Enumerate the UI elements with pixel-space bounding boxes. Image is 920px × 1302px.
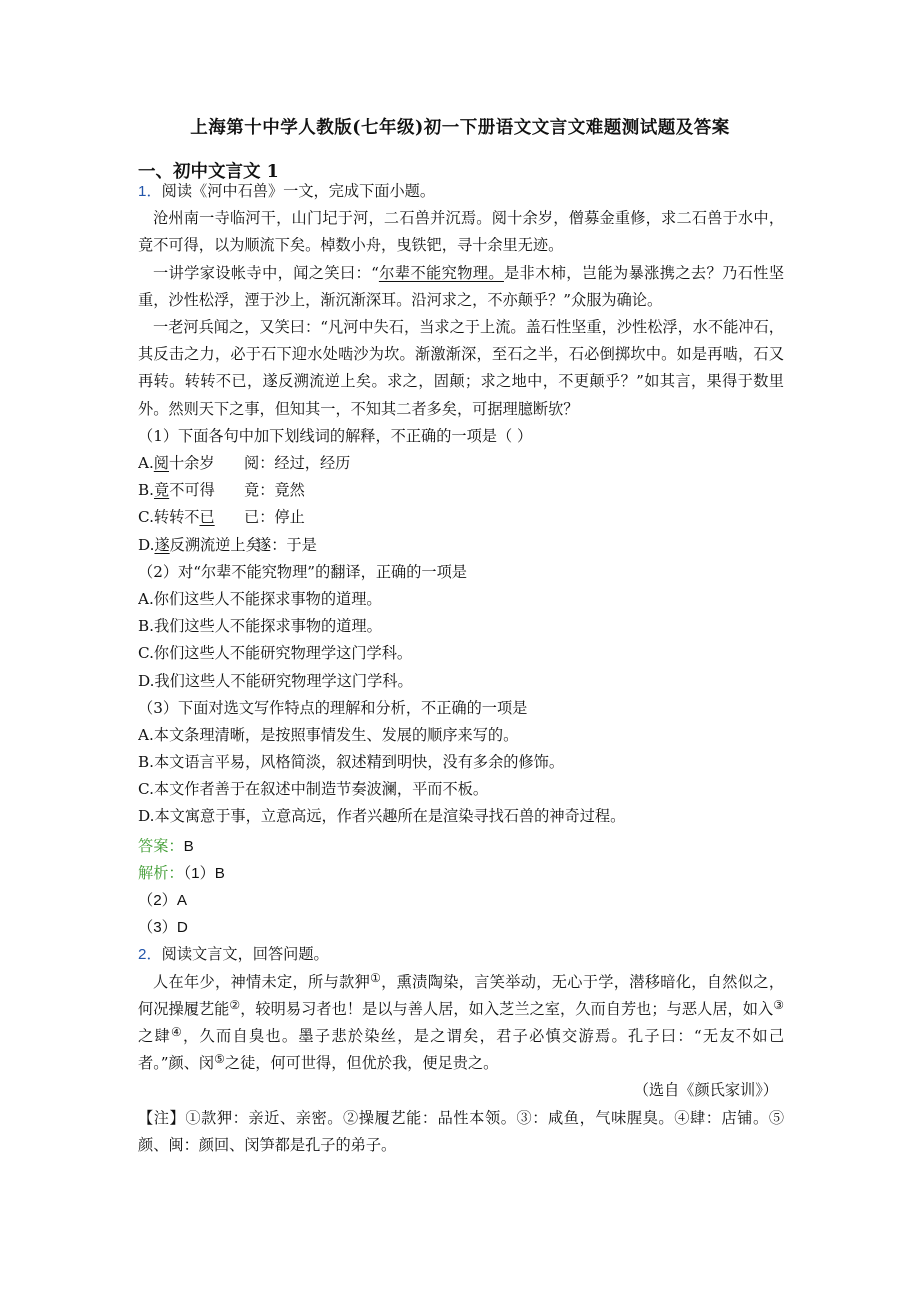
question-2-prompt (138, 941, 784, 968)
footnote-marker: ③ (773, 997, 785, 1012)
sub-question-stem: （2）对“尔辈不能究物理”的翻译，正确的一项是 (138, 562, 467, 581)
note-label: 【注】 (138, 1108, 186, 1127)
question-number: 2． (138, 946, 162, 964)
answer-label: 答案： (138, 836, 184, 855)
option-b: B.我们这些人不能探求事物的道理。 (138, 617, 382, 636)
document-title: 上海第十中学人教版(七年级)初一下册语文文言文难题测试题及答案 (190, 118, 730, 138)
prompt-text: 阅读文言文，回答问题。 (161, 945, 329, 964)
option-a: A.你们这些人不能探求事物的道理。 (138, 589, 382, 608)
option-c: C.转转不已 已：停止 (138, 508, 305, 527)
source-citation: （选自《颜氏家训》） (633, 1081, 778, 1100)
footnote-marker: ⑤ (214, 1052, 225, 1067)
question-number: 1． (138, 183, 162, 200)
notes (138, 1105, 784, 1159)
analysis-line: 解析：（1）B (138, 863, 225, 882)
note-text: ①款狎：亲近、亲密。②操履艺能：品性本领。③：咸鱼，气味腥臭。④肆：店铺。⑤颜、闽：颜回、闵笋都是孔子的弟子。 (138, 1108, 785, 1154)
passage-paragraph: 人在年少，神情未定，所与款狎①，熏渍陶染，言笑举动，无心于学，潜移暗化，自然似之，何况操履艺能②，较明易习者也！是以与善人居，如入芝兰之室，久而自芳也；与恶人居，如入③之肆④，久而自臭也。墨子悲於染丝，是之谓矣，君子必慎交游焉。孔子曰：“无友不如己者。”颜、闵⑤之徒，何可世得，但优於我，便足贵之。 (138, 970, 785, 1073)
content-body (138, 178, 784, 1159)
option-b: B.竟不可得 竟：竟然 (138, 481, 305, 500)
sub-question-stem: （3）下面对选文写作特点的理解和分析，不正确的一项是 (138, 698, 528, 717)
option-b: B.本文语言平易，风格简淡，叙述精到明快，没有多余的修饰。 (138, 753, 565, 772)
footnote-marker: ① (370, 970, 382, 985)
analysis-label: 解析： (138, 863, 184, 882)
footnote-marker: ② (229, 997, 241, 1012)
question-1-prompt (138, 178, 784, 205)
analysis-line: （3）D (138, 919, 188, 937)
passage-paragraph: 一老河兵闻之，又笑曰：“凡河中失石，当求之于上流。盖石性坚重，沙性松浮，水不能冲石，其反击之力，必于石下迎水处啮沙为坎。渐激渐深，至石之半，石必倒掷坎中。如是再啮，石又再转。转转不已，遂反溯流逆上矣。求之，固颠；求之地中，不更颠乎？”如其言，果得于数里外。然则天下之事，但知其一，不知其二者多矣，可据理臆断欤？ (138, 318, 784, 418)
option-d: D.遂反溯流逆上矣遂：于是 (138, 535, 317, 554)
passage-paragraph: 沧州南一寺临河干，山门圮于河，二石兽并沉焉。阅十余岁，僧募金重修，求二石兽于水中，竟不可得，以为顺流下矣。棹数小舟，曳铁钯，寻十余里无迹。 (138, 209, 784, 255)
sub-question-stem: （1）下面各句中加下划线词的解释，不正确的一项是（ ） (138, 426, 533, 445)
analysis-line: （2）A (138, 892, 187, 909)
option-a: A.阅十余岁 阅：经过，经历 (138, 454, 351, 472)
section-heading: 一、初中文言文 1 (138, 162, 279, 182)
answer-line (138, 833, 784, 860)
prompt-text: 阅读《河中石兽》一文，完成下面小题。 (161, 182, 436, 200)
underlined-phrase: 尔辈不能究物理。 (378, 263, 504, 282)
passage-paragraph: 一讲学家设帐寺中，闻之笑曰：“尔辈不能究物理。是非木柿，岂能为暴涨携之去？乃石性坚重，沙性松浮，湮于沙上，渐沉渐深耳。沿河求之，不亦颠乎？”众服为确论。 (138, 263, 785, 309)
answer-value: B (183, 837, 194, 855)
option-c: C.本文作者善于在叙述中制造节奏波澜，平而不板。 (138, 780, 489, 799)
option-d: D.我们这些人不能研究物理学这门学科。 (138, 671, 413, 690)
option-c: C.你们这些人不能研究物理学这门学科。 (138, 644, 413, 663)
option-a: A.本文条理清晰，是按照事情发生、发展的顺序来写的。 (138, 725, 519, 744)
footnote-marker: ④ (170, 1024, 184, 1039)
option-d: D.本文寓意于事，立意高远，作者兴趣所在是渲染寻找石兽的神奇过程。 (138, 807, 626, 826)
